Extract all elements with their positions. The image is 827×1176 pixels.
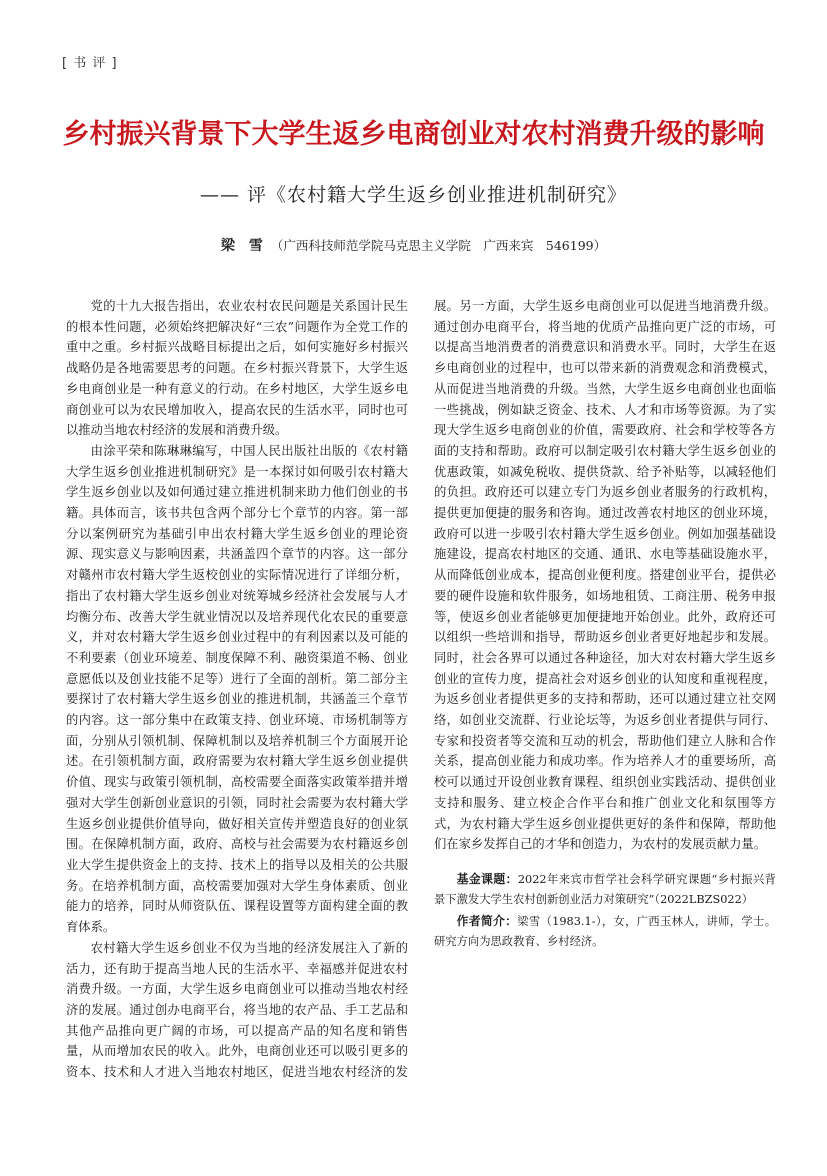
fund-label: 基金课题：: [456, 871, 518, 886]
author-name: 梁 雪: [220, 238, 263, 254]
body-paragraph-2: 由涂平荣和陈琳琳编写，中国人民出版社出版的《农村籍大学生返乡创业推进机制研究》是一本探讨如何吸引农村籍大学生返乡创业以及如何通过建立推进机制来助力他们创业的书籍。具体而言，该书共包含两个部分七个章节的内容。第一部分以案例研究为基础引申出农村籍大学生返乡创业的理论资源、现实意义与影响因素，共涵盖四个章节的内容。这一部分对赣州市农村籍大学生返校创业的实际情况进行了详细分析，指出了农村籍大学生返乡创业对统筹城乡经济社会发展与人才均衡分布、改善大学生就业情况以及培养现代化农民的重要意义，并对农村籍大学生返乡创业过程中的有利因素以及可能的不利要素（创业环境差、制度保障不利、融资渠道不畅、创业意愿低以及创业技能不足等）进行了全面的剖析。第二部分主要探讨了农村籍大学生返乡创业的推进机制，共涵盖三个章节的内容。这一部分集中在政策支持、创业环境、市场机制等方面，分别从引领机制、保障机制以及培养机制三个方面展开论述。在引领机制方面，政府需要为农村籍大学生返乡创业提供价值、现实与政策引领机制，高校需要全面落实政策举措并增强对大学生创新创业意识的引领，同时社会需要为农村籍大学生返乡创业提供价值导向，做好相关宣传并塑造良好的创业氛围。在保障机制方面，政府、高校与社会需要为农村籍返乡创业大学生提供资金上的支持、技术上的指导以及相关的公共服务。在培养机制方面，高校需要加强对大学生身体素质、创业能力的培养，同时从师资队伍、课程设置等方面构建全面的教育体系。: [66, 443, 408, 935]
author-line: [0, 235, 827, 255]
body-paragraph-1: 党的十九大报告指出，农业农村农民问题是关系国计民生的根本性问题，必须始终把解决好“三农”问题作为全党工作的重中之重。乡村振兴战略目标提出之后，如何实施好乡村振兴战略仍是各地需要思考的问题。在乡村振兴背景下，大学生返乡电商创业是一种有意义的行动。在乡村地区，大学生返乡电商创业可以为农民增加收入，提高农民的生活水平，同时也可以推动当地农村经济的发展和消费升级。: [66, 299, 408, 438]
fund-note: [434, 869, 776, 911]
article-subtitle: —— 评《农村籍大学生返乡创业推进机制研究》: [199, 184, 628, 206]
bio-label: 作者简介：: [456, 913, 518, 928]
fund-text: 2022年来宾市哲学社会科学研究课题“乡村振兴背景下激发大学生农村创新创业活力对策研究”（2022LBZS022）: [434, 872, 776, 907]
article-notes: [434, 869, 776, 953]
body-paragraph-3: 农村籍大学生返乡创业不仅为当地的经济发展注入了新的活力，还有助于提高当地人民的生活水平、幸福感并促进农村消费升级。一方面，大学生返乡电商创业可以推动当地农村经济的发展。通过创办电商平台，将当地的农产品、手工艺品和其他产品推向更广阔的市场，可以提高产品的知名度和销售量，从而增加农民的收入。此外，电商创业还可以吸引更多的资本、技术和人才进入当地农村地区，促进当地农村经济的发展。另一方面，大学生返乡电商创业可以促进当地消费升级。通过创办电商平台，将当地的优质产品推向更广泛的市场，可以提高当地消费者的消费意识和消费水平。同时，大学生在返乡电商创业的过程中，也可以带来新的消费观念和消费模式，从而促进当地消费的升级。当然，大学生返乡电商创业也面临一些挑战，例如缺乏资金、技术、人才和市场等资源。为了实现大学生返乡电商创业的价值，需要政府、社会和学校等各方面的支持和帮助。政府可以制定吸引农村籍大学生返乡创业的优惠政策，如减免税收、提供贷款、给予补贴等，以减轻他们的负担。政府还可以建立专门为返乡创业者服务的行政机构，提供更加便捷的服务和咨询。通过改善农村地区的创业环境，政府可以进一步吸引农村籍大学生返乡创业。例如加强基础设施建设，提高农村地区的交通、通讯、水电等基础设施水平，从而降低创业成本，提高创业便利度。搭建创业平台，提供必要的硬件设施和软件服务，如场地租赁、工商注册、税务申报等，使返乡创业者能够更加便捷地开始创业。此外，政府还可以组织一些培训和指导，帮助返乡创业者更好地起步和发展。同时，社会各界可以通过各种途径，加大对农村籍大学生返乡创业的宣传力度，提高社会对返乡创业的认知度和重视程度，为返乡创业者提供更多的支持和帮助，还可以通过建立社交网络，如创业交流群、行业论坛等，为返乡创业者提供与同行、专家和投资者等交流和互动的机会，帮助他们建立人脉和合作关系，提高创业能力和成功率。作为培养人才的重要场所，高校可以通过开设创业教育课程、组织创业实践活动、提供创业支持和服务、建立校企合作平台和推广创业文化和氛围等方式，为农村籍大学生返乡创业提供更好的条件和保障，帮助他们在家乡发挥自己的才华和创造力，为农村的发展贡献力量。: [66, 299, 776, 1080]
author-bio: [434, 911, 776, 953]
bio-text: 梁雪（1983.1-），女，广西玉林人，讲师，学士。研究方向为思政教育、乡村经济。: [434, 914, 776, 949]
article-title: 乡村振兴背景下大学生返乡电商创业对农村消费升级的影响: [62, 119, 765, 150]
author-affiliation: （广西科技师范学院马克思主义学院 广西来宾 546199）: [270, 238, 607, 253]
article-body: [66, 296, 776, 1096]
section-tag: [ 书 评 ]: [62, 56, 118, 71]
